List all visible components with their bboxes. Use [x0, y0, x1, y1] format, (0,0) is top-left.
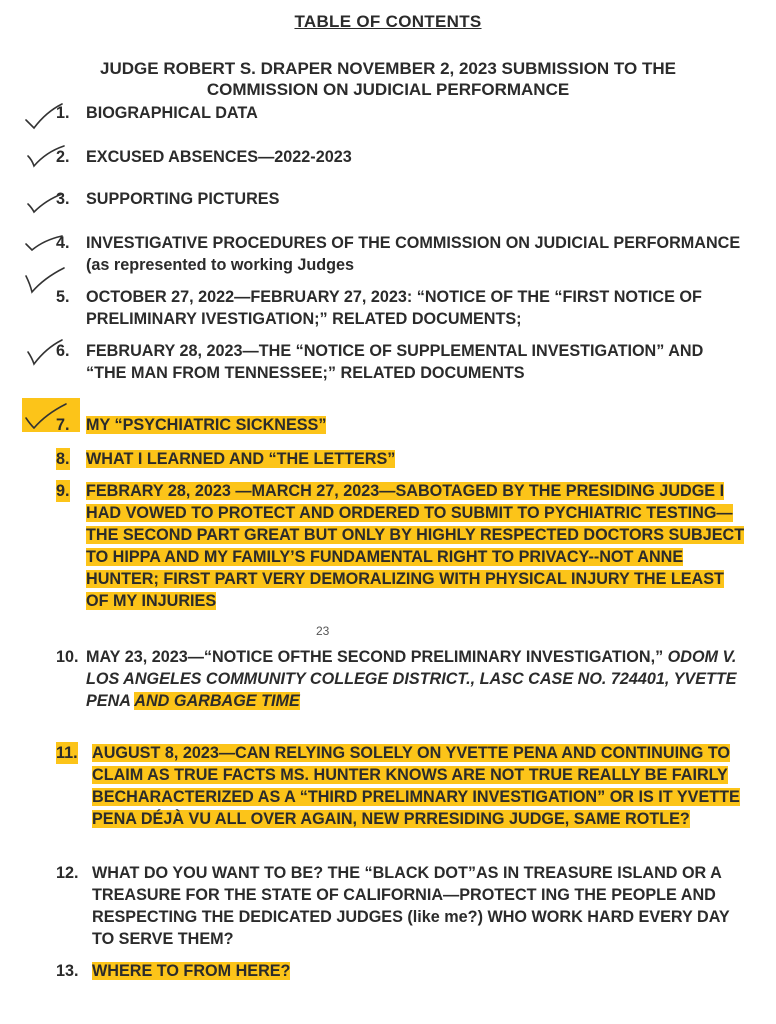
toc-item-text [86, 646, 746, 712]
toc-item-number: 12. [56, 864, 79, 882]
toc-item-segment: AUGUST 8, 2023—CAN RELYING SOLELY ON YVETTE PENA AND CONTINUING TO CLAIM AS TRUE FACTS MS. HUNTER KNOWS ARE NOT TRUE REALLY BE FAIRLY BECHARACTERIZED AS A “THIRD PRELIMNARY INVESTIGATION” OR IS IT YVETTE PENA DÉJÀ VU ALL OVER AGAIN, NEW PRRESIDING JUDGE, SAME ROTLE? [92, 744, 740, 828]
toc-item-text [86, 286, 746, 330]
toc-item-number: 2. [56, 148, 70, 166]
toc-item-text [86, 480, 746, 612]
toc-item-segment: FEBRUARY 28, 2023—THE “NOTICE OF SUPPLEMENTAL INVESTIGATION” AND “THE MAN FROM TENNESSEE;” RELATED DOCUMENTS [86, 342, 704, 382]
toc-item-segment: INVESTIGATIVE PROCEDURES OF THE COMMISSION ON JUDICIAL PERFORMANCE (as represented to working Judges [86, 234, 741, 274]
subtitle-line-2: COMMISSION ON JUDICIAL PERFORMANCE [206, 80, 570, 99]
checkmark-icon [22, 186, 72, 220]
subtitle-line-1: JUDGE ROBERT S. DRAPER NOVEMBER 2, 2023 SUBMISSION TO THE [100, 59, 676, 78]
checkmark-icon [22, 100, 72, 134]
toc-item-text [86, 188, 746, 210]
toc-item-segment: ODOM V. LOS ANGELES COMMUNITY COLLEGE DISTRICT., LASC CASE NO. 724401, YVETTE PENA [86, 648, 737, 710]
checkmark-icon [22, 398, 72, 432]
toc-item-number: 7. [56, 416, 70, 434]
toc-item-number: 3. [56, 190, 70, 208]
checkmark-icon [22, 336, 72, 370]
handwritten-note: 23 [316, 624, 330, 638]
document-subtitle [30, 58, 746, 100]
toc-item-text [86, 232, 746, 276]
toc-item-segment: WHAT I LEARNED AND “THE LETTERS” [86, 450, 396, 468]
toc-item-text [92, 742, 742, 830]
toc-item-segment: MY “PSYCHIATRIC SICKNESS” [86, 416, 327, 434]
toc-item-text [86, 414, 746, 436]
page-title: TABLE OF CONTENTS [294, 12, 482, 31]
toc-item-number: 9. [56, 482, 70, 500]
toc-item-segment: AND GARBAGE TIME [134, 692, 300, 710]
toc-item-number: 8. [56, 450, 70, 468]
toc-item-segment: WHAT DO YOU WANT TO BE? THE “BLACK DOT”AS IN TREASURE ISLAND OR A TREASURE FOR THE STATE OF CALIFORNIA—PROTECT ING THE PEOPLE AND RESPECTING THE DEDICATED JUDGES (like me?) WHO WORK HARD EVERY DAY TO SERVE THEM? [92, 864, 730, 948]
toc-item-text [92, 862, 742, 950]
toc-item-number: 5. [56, 288, 70, 306]
toc-item-segment: MAY 23, 2023—“NOTICE OFTHE SECOND PRELIMINARY INVESTIGATION,” [86, 648, 668, 666]
toc-item-number: 11. [56, 744, 78, 762]
checkmark-icon [20, 230, 70, 264]
toc-item-text [86, 146, 746, 168]
toc-item-number: 4. [56, 234, 70, 252]
toc-item-segment: OCTOBER 27, 2022—FEBRUARY 27, 2023: “NOTICE OF THE “FIRST NOTICE OF PRELIMINARY IVESTIGATION;” RELATED DOCUMENTS; [86, 288, 702, 328]
toc-item-segment: SUPPORTING PICTURES [86, 190, 280, 208]
checkmark-icon [20, 262, 70, 296]
toc-item-number: 6. [56, 342, 70, 360]
checkmark-icon [22, 140, 72, 174]
toc-item-text [92, 960, 742, 982]
toc-item-text [86, 448, 746, 470]
toc-item-number: 1. [56, 104, 70, 122]
toc-item-number: 10. [56, 648, 79, 666]
toc-item-text [86, 102, 746, 124]
toc-item-segment: EXCUSED ABSENCES—2022-2023 [86, 148, 352, 166]
toc-item-number: 13. [56, 962, 79, 980]
toc-item-segment: BIOGRAPHICAL DATA [86, 104, 258, 122]
toc-item-segment: WHERE TO FROM HERE? [92, 962, 291, 980]
toc-item-text [86, 340, 746, 384]
toc-item-segment: FEBRARY 28, 2023 —MARCH 27, 2023—SABOTAGED BY THE PRESIDING JUDGE I HAD VOWED TO PROTECT AND ORDERED TO SUBMIT TO PYCHIATRIC TESTING—THE SECOND PART GREAT BUT ONLY BY HIGHLY RESPECTED DOCTORS SUBJECT TO HIPPA AND MY FAMILY’S FUNDAMENTAL RIGHT TO PRIVACY--NOT ANNE HUNTER; FIRST PART VERY DEMORALIZING WITH PHYSICAL INJURY THE LEAST OF MY INJURIES [86, 482, 745, 610]
